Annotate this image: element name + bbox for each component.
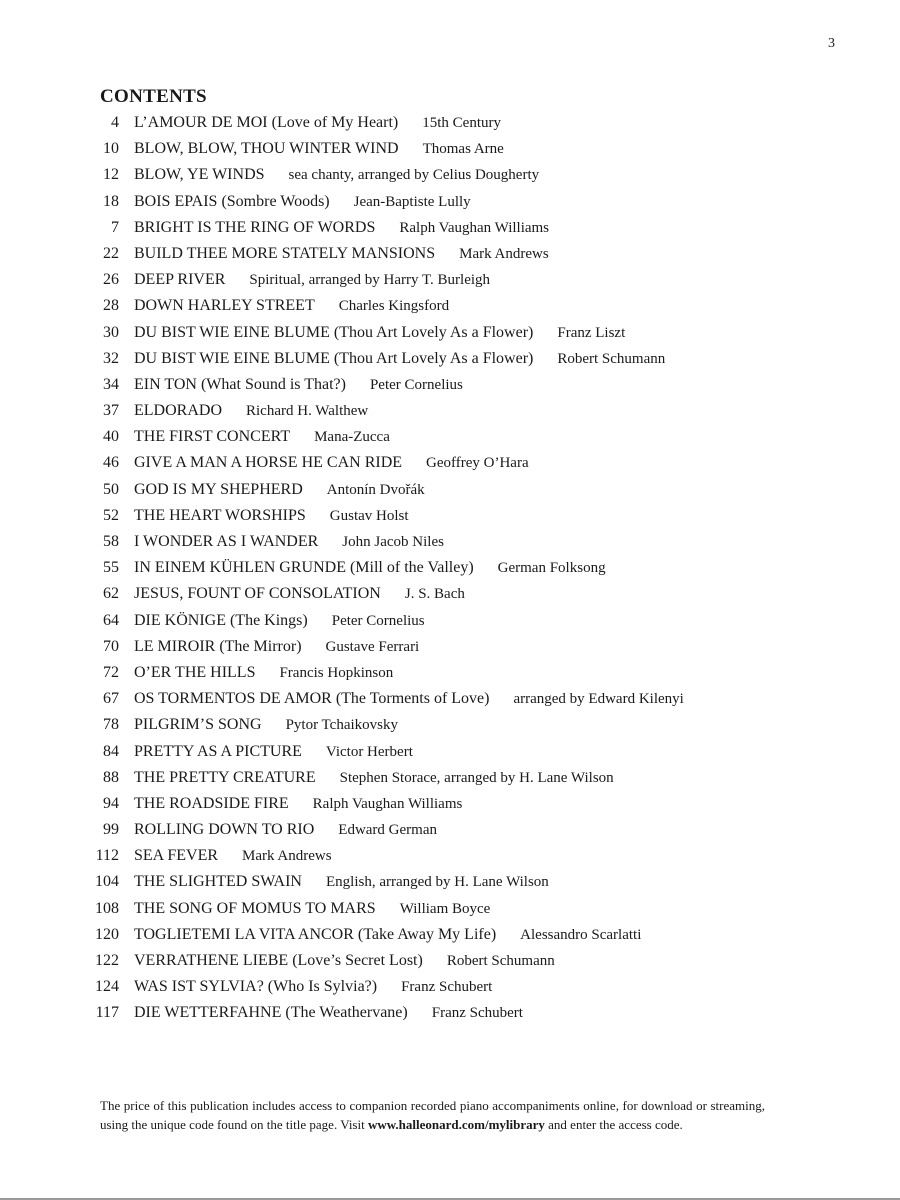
- toc-composer: John Jacob Niles: [342, 534, 444, 550]
- toc-composer: arranged by Edward Kilenyi: [513, 691, 684, 708]
- toc-song-title: BUILD THEE MORE STATELY MANSIONS: [134, 244, 436, 262]
- toc-entry: [0, 241, 684, 267]
- toc-composer: Spiritual, arranged by Harry T. Burleigh: [249, 272, 491, 289]
- toc-song-title: PILGRIM’S SONG: [134, 716, 262, 734]
- toc-composer: Gustave Ferrari: [325, 638, 420, 655]
- toc-page-number: 70: [103, 637, 119, 655]
- toc-song-title: BOIS EPAIS (Sombre Woods): [134, 192, 330, 210]
- toc-composer: Peter Cornelius: [331, 612, 425, 629]
- toc-page-number: 124: [95, 978, 119, 996]
- toc-page-number: 18: [103, 192, 119, 210]
- toc-song-title: DOWN HARLEY STREET: [134, 297, 315, 315]
- toc-page-number: 22: [103, 244, 119, 262]
- toc-entry: [0, 869, 684, 895]
- toc-composer: Mark Andrews: [459, 245, 549, 262]
- toc-entry: [0, 843, 684, 869]
- toc-page-number: 122: [95, 952, 119, 969]
- contents-heading: CONTENTS: [100, 86, 207, 107]
- toc-page-number: 108: [95, 899, 119, 917]
- toc-composer: Peter Cornelius: [369, 376, 463, 393]
- table-of-contents: [0, 110, 684, 1027]
- toc-composer: Thomas Arne: [422, 141, 504, 158]
- toc-page-number: 64: [103, 611, 119, 629]
- toc-song-title: GIVE A MAN A HORSE HE CAN RIDE: [134, 454, 403, 472]
- toc-song-title: THE PRETTY CREATURE: [134, 768, 316, 786]
- toc-song-title: THE ROADSIDE FIRE: [134, 794, 289, 812]
- toc-entry: [0, 634, 684, 660]
- toc-page-number: 67: [103, 690, 119, 708]
- toc-entry: [0, 398, 684, 424]
- toc-page-number: 94: [103, 794, 119, 812]
- toc-page-number: 52: [103, 506, 119, 524]
- toc-composer: Robert Schumann: [446, 953, 555, 969]
- toc-composer: J. S. Bach: [404, 586, 465, 603]
- toc-page-number: 78: [103, 716, 119, 734]
- toc-entry: [0, 136, 684, 162]
- toc-song-title: JESUS, FOUNT OF CONSOLATION: [134, 585, 381, 603]
- toc-page-number: 55: [103, 559, 119, 577]
- toc-song-title: THE SONG OF MOMUS TO MARS: [134, 899, 376, 917]
- toc-composer: English, arranged by H. Lane Wilson: [325, 874, 549, 891]
- toc-page-number: 40: [103, 428, 119, 446]
- toc-composer: Ralph Vaughan Williams: [399, 219, 550, 236]
- toc-entry: [0, 817, 684, 843]
- toc-composer: Richard H. Walthew: [246, 403, 369, 420]
- toc-composer: Mana-Zucca: [314, 429, 390, 446]
- toc-page-number: 28: [103, 297, 119, 315]
- toc-page-number: 58: [103, 533, 119, 550]
- toc-page-number: 62: [103, 585, 119, 603]
- footer-text-after-link: and enter the access code.: [544, 1117, 683, 1132]
- toc-page-number: 88: [103, 768, 119, 786]
- toc-entry: [0, 267, 684, 293]
- toc-song-title: OS TORMENTOS DE AMOR (The Torments of Love): [134, 690, 490, 708]
- toc-composer: Franz Liszt: [557, 324, 626, 341]
- toc-page-number: 84: [103, 742, 119, 760]
- toc-composer: Victor Herbert: [325, 743, 413, 760]
- toc-song-title: PRETTY AS A PICTURE: [134, 742, 302, 760]
- toc-page-number: 26: [103, 271, 119, 289]
- toc-entry: [0, 293, 684, 319]
- toc-entry: [0, 555, 684, 581]
- toc-entry: [0, 896, 684, 922]
- toc-page-number: 120: [95, 925, 119, 943]
- toc-song-title: VERRATHENE LIEBE (Love’s Secret Lost): [134, 952, 423, 969]
- toc-entry: [0, 503, 684, 529]
- toc-entry: [0, 948, 684, 974]
- toc-entry: [0, 581, 684, 607]
- toc-page-number: 32: [103, 349, 119, 367]
- toc-composer: Edward German: [338, 822, 437, 839]
- toc-composer: Pytor Tchaikovsky: [285, 717, 398, 734]
- toc-composer: Mark Andrews: [242, 848, 332, 865]
- toc-page-number: 46: [103, 454, 119, 472]
- toc-page-number: 30: [103, 323, 119, 341]
- toc-page-number: 10: [103, 140, 119, 158]
- toc-song-title: THE FIRST CONCERT: [134, 428, 291, 446]
- toc-entry: [0, 712, 684, 738]
- toc-song-title: BLOW, BLOW, THOU WINTER WIND: [134, 140, 399, 158]
- toc-entry: [0, 346, 684, 372]
- toc-song-title: BLOW, YE WINDS: [134, 166, 265, 184]
- toc-song-title: O’ER THE HILLS: [134, 663, 256, 681]
- mylibrary-link[interactable]: www.halleonard.com/mylibrary: [367, 1117, 545, 1132]
- toc-entry: [0, 660, 684, 686]
- toc-entry: [0, 162, 684, 188]
- toc-song-title: L’AMOUR DE MOI (Love of My Heart): [134, 114, 399, 131]
- toc-composer: Franz Schubert: [401, 979, 493, 996]
- toc-composer: Antonín Dvořák: [326, 481, 425, 498]
- toc-page-number: 72: [103, 663, 119, 681]
- toc-entry: [0, 765, 684, 791]
- toc-entry: [0, 372, 684, 398]
- toc-composer: Charles Kingsford: [338, 298, 450, 315]
- footer-text-before-link: The price of this publication includes access to companion recorded piano accompaniments online, for download or streaming, using the unique code found on the title page. Visit: [100, 1098, 765, 1132]
- toc-entry: [0, 477, 684, 503]
- toc-page-number: 12: [103, 166, 119, 184]
- toc-composer: 15th Century: [422, 115, 501, 131]
- toc-song-title: DEEP RIVER: [134, 271, 226, 289]
- toc-entry: [0, 791, 684, 817]
- toc-entry: [0, 686, 684, 712]
- toc-entry: [0, 974, 684, 1000]
- toc-page-number: 7: [111, 218, 119, 236]
- toc-page-number: 34: [103, 375, 119, 393]
- toc-entry: [0, 215, 684, 241]
- toc-composer: Francis Hopkinson: [279, 664, 394, 681]
- toc-song-title: DIE KÖNIGE (The Kings): [134, 611, 308, 629]
- toc-song-title: IN EINEM KÜHLEN GRUNDE (Mill of the Valley): [134, 559, 474, 577]
- toc-page-number: 50: [103, 480, 119, 498]
- toc-composer: Geoffrey O’Hara: [426, 455, 529, 472]
- toc-page-number: 117: [95, 1004, 119, 1022]
- toc-song-title: DIE WETTERFAHNE (The Weathervane): [134, 1004, 408, 1022]
- toc-song-title: LE MIROIR (The Mirror): [134, 637, 302, 655]
- toc-song-title: THE SLIGHTED SWAIN: [134, 873, 302, 891]
- toc-composer: Ralph Vaughan Williams: [312, 795, 463, 812]
- toc-page-number: 99: [103, 821, 119, 839]
- toc-song-title: ELDORADO: [134, 402, 222, 420]
- toc-entry: [0, 424, 684, 450]
- page-number: 3: [828, 36, 835, 51]
- toc-composer: Jean-Baptiste Lully: [353, 193, 471, 210]
- toc-song-title: SEA FEVER: [134, 847, 219, 865]
- toc-composer: Robert Schumann: [557, 350, 666, 367]
- toc-entry: [0, 189, 684, 215]
- toc-composer: Alessandro Scarlatti: [520, 926, 642, 943]
- toc-composer: William Boyce: [399, 900, 491, 917]
- toc-entry: [0, 450, 684, 476]
- toc-page-number: 37: [103, 402, 119, 420]
- toc-page-number: 4: [111, 114, 119, 131]
- toc-composer: sea chanty, arranged by Celius Dougherty: [288, 167, 540, 184]
- toc-composer: Franz Schubert: [431, 1005, 523, 1022]
- toc-song-title: TOGLIETEMI LA VITA ANCOR (Take Away My Life): [134, 925, 497, 943]
- toc-song-title: I WONDER AS I WANDER: [134, 533, 319, 550]
- toc-composer: Gustav Holst: [329, 507, 409, 524]
- toc-composer: Stephen Storace, arranged by H. Lane Wilson: [339, 769, 614, 786]
- toc-entry: [0, 739, 684, 765]
- footer-note: [100, 1096, 765, 1134]
- toc-entry: [0, 110, 684, 136]
- toc-song-title: DU BIST WIE EINE BLUME (Thou Art Lovely As a Flower): [134, 323, 534, 341]
- toc-entry: [0, 608, 684, 634]
- toc-page-number: 112: [95, 847, 119, 865]
- toc-song-title: GOD IS MY SHEPHERD: [134, 480, 303, 498]
- toc-song-title: DU BIST WIE EINE BLUME (Thou Art Lovely As a Flower): [134, 349, 534, 367]
- toc-page-number: 104: [95, 873, 119, 891]
- toc-entry: [0, 922, 684, 948]
- toc-song-title: EIN TON (What Sound is That?): [134, 375, 346, 393]
- toc-song-title: THE HEART WORSHIPS: [134, 506, 306, 524]
- toc-entry: [0, 320, 684, 346]
- toc-composer: German Folksong: [497, 560, 606, 577]
- toc-song-title: ROLLING DOWN TO RIO: [134, 821, 315, 839]
- toc-song-title: BRIGHT IS THE RING OF WORDS: [134, 218, 376, 236]
- toc-entry: [0, 1000, 684, 1026]
- toc-song-title: WAS IST SYLVIA? (Who Is Sylvia?): [134, 978, 378, 996]
- toc-entry: [0, 529, 684, 555]
